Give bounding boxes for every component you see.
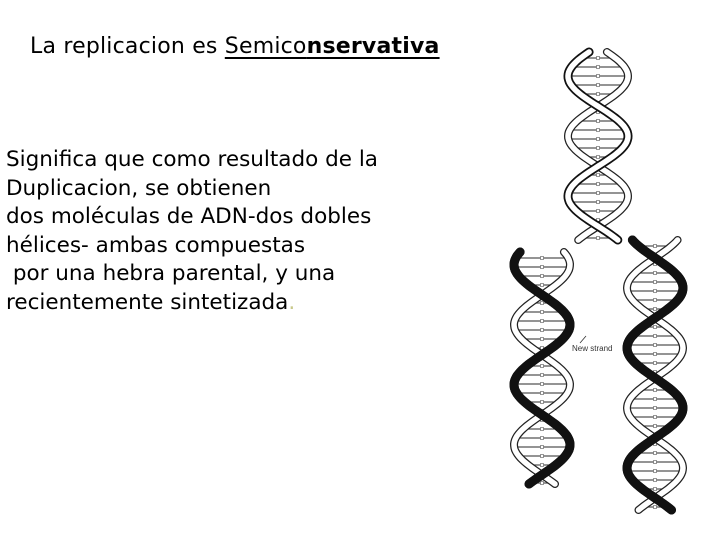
base-pair-gap bbox=[597, 201, 600, 204]
base-pair-gap bbox=[541, 302, 544, 305]
base-pair-gap bbox=[541, 320, 544, 323]
base-pair-gap bbox=[597, 84, 600, 87]
base-pair-gap bbox=[597, 156, 600, 159]
base-pair-gap bbox=[654, 326, 657, 329]
base-pair-gap bbox=[654, 479, 657, 482]
base-pair-gap bbox=[654, 407, 657, 410]
body-period: . bbox=[288, 289, 296, 315]
body-line-text: recientemente sintetizada bbox=[6, 289, 289, 315]
base-pair-gap bbox=[597, 120, 600, 123]
dna-replication-figure bbox=[500, 40, 710, 530]
base-pair-gap bbox=[541, 482, 544, 485]
base-pair-gap bbox=[597, 75, 600, 78]
slide-title bbox=[30, 34, 440, 59]
dna-double-helix-replication-icon bbox=[500, 40, 710, 530]
base-pair-gap bbox=[541, 464, 544, 467]
base-pair-gap bbox=[654, 335, 657, 338]
body-line: dos moléculas de ADN-dos dobles bbox=[6, 204, 372, 229]
base-pair-gap bbox=[541, 311, 544, 314]
title-underlined-bold: nservativa bbox=[306, 34, 440, 59]
new-strand-pointer bbox=[580, 336, 586, 343]
base-pair-gap bbox=[541, 374, 544, 377]
base-pair-gap bbox=[541, 266, 544, 269]
base-pair-gap bbox=[654, 344, 657, 347]
base-pair-gap bbox=[654, 452, 657, 455]
base-pair-gap bbox=[597, 93, 600, 96]
base-pair-gap bbox=[541, 338, 544, 341]
base-pair-gap bbox=[541, 437, 544, 440]
parent-helix bbox=[568, 52, 628, 240]
base-pair-gap bbox=[541, 455, 544, 458]
base-pair-gap bbox=[654, 362, 657, 365]
base-pair-gap bbox=[654, 425, 657, 428]
body-line: por una hebra parental, y una bbox=[6, 261, 336, 286]
base-pair-gap bbox=[654, 281, 657, 284]
base-pair-gap bbox=[541, 392, 544, 395]
body-line: Significa que como resultado de la bbox=[6, 147, 378, 172]
base-pair-gap bbox=[654, 389, 657, 392]
base-pair-gap bbox=[541, 284, 544, 287]
base-pair-gap bbox=[541, 365, 544, 368]
base-pair-gap bbox=[541, 428, 544, 431]
right-daughter-helix bbox=[627, 240, 683, 510]
base-pair-gap bbox=[541, 383, 544, 386]
title-underlined-term bbox=[225, 34, 440, 59]
base-pair-gap bbox=[597, 183, 600, 186]
base-pair-gap bbox=[597, 138, 600, 141]
base-pair-gap bbox=[541, 401, 544, 404]
body-line-last bbox=[6, 289, 476, 318]
new-strand-label: New strand bbox=[572, 344, 613, 353]
base-pair-gap bbox=[597, 66, 600, 69]
title-plain-text: La replicacion es bbox=[30, 34, 225, 59]
base-pair-gap bbox=[541, 446, 544, 449]
base-pair-gap bbox=[541, 329, 544, 332]
base-pair-gap bbox=[597, 210, 600, 213]
base-pair-gap bbox=[597, 174, 600, 177]
base-pair-gap bbox=[597, 57, 600, 60]
left-daughter-helix bbox=[514, 252, 570, 485]
body-paragraph bbox=[6, 146, 476, 317]
base-pair-gap bbox=[654, 272, 657, 275]
body-line: Duplicacion, se obtienen bbox=[6, 175, 272, 201]
base-pair-gap bbox=[654, 245, 657, 248]
base-pair-gap bbox=[654, 308, 657, 311]
base-pair-gap bbox=[654, 461, 657, 464]
base-pair-gap bbox=[597, 192, 600, 195]
base-pair-gap bbox=[597, 237, 600, 240]
base-pair-gap bbox=[654, 506, 657, 509]
base-pair-gap bbox=[654, 299, 657, 302]
base-pair-gap bbox=[654, 353, 657, 356]
base-pair-gap bbox=[541, 257, 544, 260]
title-underlined-start: Semico bbox=[224, 34, 307, 59]
base-pair-gap bbox=[654, 470, 657, 473]
base-pair-gap bbox=[541, 275, 544, 278]
body-line: hélices- ambas compuestas bbox=[6, 232, 306, 258]
base-pair-gap bbox=[654, 290, 657, 293]
base-pair-gap bbox=[597, 147, 600, 150]
base-pair-gap bbox=[654, 416, 657, 419]
base-pair-gap bbox=[597, 129, 600, 132]
base-pair-gap bbox=[654, 398, 657, 401]
base-pair-gap bbox=[654, 488, 657, 491]
